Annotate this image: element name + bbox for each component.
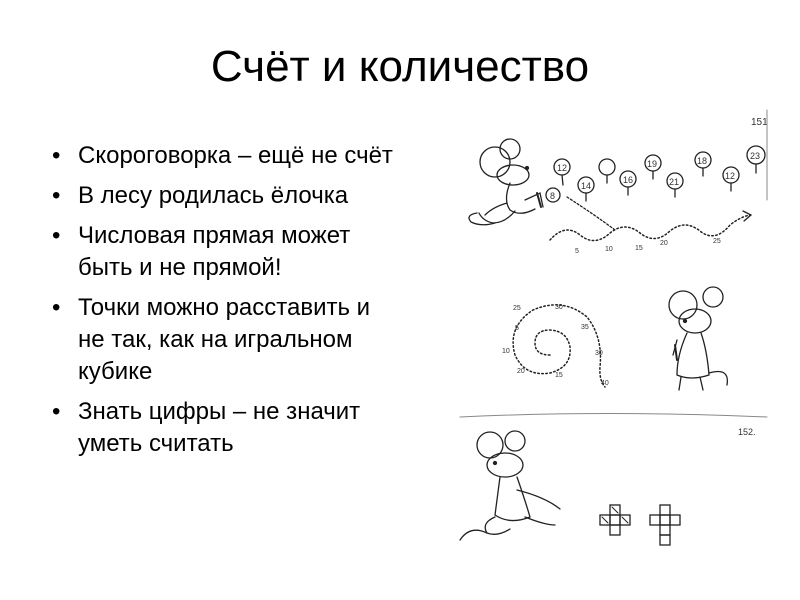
number-line-label: 5 — [575, 248, 579, 255]
spiral-label: 20 — [517, 368, 525, 375]
spiral-number-line — [502, 304, 609, 387]
dice-net-group — [600, 505, 680, 545]
balloon-label: 12 — [725, 171, 736, 181]
spiral-label: 15 — [555, 372, 563, 379]
balloon-label: 18 — [697, 156, 708, 166]
spiral-label: 25 — [513, 305, 521, 312]
spiral-label: 5 — [515, 325, 519, 332]
number-line-label: 25 — [713, 238, 721, 245]
workbook-illustration — [455, 105, 780, 600]
balloon-label: 23 — [750, 151, 761, 161]
bullet-item: • Скороговорка – ещё не счёт — [40, 140, 400, 172]
page-number-bottom: 152. — [738, 427, 756, 437]
bullet-item: • В лесу родилась ёлочка — [40, 180, 400, 212]
balloon-label: 12 — [557, 163, 568, 173]
wavy-number-line — [550, 211, 751, 255]
mouse-icon — [469, 139, 543, 225]
mouse-icon — [460, 431, 560, 540]
spiral-label: 10 — [502, 348, 510, 355]
balloon-label: 8 — [550, 191, 556, 201]
bullet-item: • Знать цифры – не значит уметь считать — [40, 396, 400, 460]
page-number-top: 151 — [751, 117, 768, 128]
spiral-label: 30 — [595, 350, 603, 357]
workbook-page-image — [455, 105, 780, 600]
number-line-label: 10 — [605, 246, 613, 253]
spiral-label: 30 — [555, 304, 563, 311]
number-line-label: 15 — [635, 245, 643, 252]
mouse-icon — [669, 287, 727, 390]
slide-title: Счёт и количество — [210, 42, 590, 91]
bullet-list — [40, 140, 400, 468]
balloon-label: 16 — [623, 175, 634, 185]
bullet-item: • Числовая прямая может быть и не прямой! — [40, 220, 400, 284]
number-line-label: 20 — [660, 240, 668, 247]
balloon-label: 19 — [647, 159, 658, 169]
balloon-label: 14 — [581, 181, 592, 191]
bullet-item: • Точки можно расставить и не так, как на игральном кубике — [40, 292, 400, 388]
balloons-group — [554, 146, 765, 201]
spiral-label: 35 — [581, 324, 589, 331]
balloon-label: 21 — [669, 177, 680, 187]
spiral-label: 40 — [601, 380, 609, 387]
